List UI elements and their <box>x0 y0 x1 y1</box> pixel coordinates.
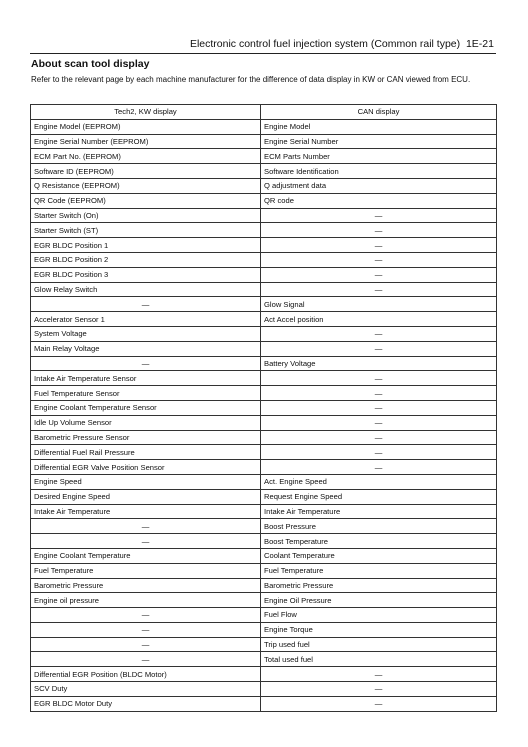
kw-display-cell: Barometric Pressure Sensor <box>31 430 261 445</box>
scan-tool-table <box>30 104 497 712</box>
table-row <box>31 504 497 519</box>
table-row <box>31 208 497 223</box>
table-row <box>31 534 497 549</box>
can-display-cell: Intake Air Temperature <box>261 504 497 519</box>
can-display-cell: Fuel Flow <box>261 608 497 623</box>
can-display-cell: — <box>261 430 497 445</box>
kw-display-cell: Idle Up Volume Sensor <box>31 415 261 430</box>
can-display-cell: — <box>261 682 497 697</box>
table-row <box>31 297 497 312</box>
kw-display-cell: Starter Switch (On) <box>31 208 261 223</box>
can-display-cell: Barometric Pressure <box>261 578 497 593</box>
table-header-row <box>31 105 497 120</box>
can-display-cell: — <box>261 415 497 430</box>
table-row <box>31 312 497 327</box>
can-display-cell: — <box>261 460 497 475</box>
can-display-cell: — <box>261 696 497 711</box>
table-row <box>31 326 497 341</box>
can-display-cell: — <box>261 371 497 386</box>
kw-display-cell: EGR BLDC Position 2 <box>31 252 261 267</box>
kw-display-cell: ECM Part No. (EEPROM) <box>31 149 261 164</box>
kw-display-cell: Differential Fuel Rail Pressure <box>31 445 261 460</box>
kw-display-cell: Differential EGR Valve Position Sensor <box>31 460 261 475</box>
kw-display-cell: SCV Duty <box>31 682 261 697</box>
kw-display-cell: Engine oil pressure <box>31 593 261 608</box>
kw-display-cell: Intake Air Temperature Sensor <box>31 371 261 386</box>
kw-display-cell: Engine Model (EEPROM) <box>31 119 261 134</box>
can-display-cell: — <box>261 208 497 223</box>
kw-display-cell: — <box>31 637 261 652</box>
kw-display-cell: — <box>31 622 261 637</box>
can-display-cell: Boost Pressure <box>261 519 497 534</box>
table-row <box>31 119 497 134</box>
can-display-cell: Trip used fuel <box>261 637 497 652</box>
table-row <box>31 682 497 697</box>
table-row <box>31 445 497 460</box>
kw-display-cell: Starter Switch (ST) <box>31 223 261 238</box>
can-display-cell: Software Identification <box>261 164 497 179</box>
table-row <box>31 252 497 267</box>
can-display-cell: — <box>261 326 497 341</box>
can-display-cell: Act. Engine Speed <box>261 474 497 489</box>
table-row <box>31 430 497 445</box>
table-row <box>31 223 497 238</box>
section-intro: Refer to the relevant page by each machine manufacturer for the difference of data display in KW or CAN viewed from ECU. <box>31 75 471 84</box>
table-row <box>31 134 497 149</box>
table-row <box>31 460 497 475</box>
kw-display-cell: Q Resistance (EEPROM) <box>31 178 261 193</box>
table-row <box>31 386 497 401</box>
section-title: About scan tool display <box>31 58 150 70</box>
can-display-cell: — <box>261 445 497 460</box>
table-row <box>31 282 497 297</box>
table-row <box>31 519 497 534</box>
kw-display-cell: — <box>31 608 261 623</box>
kw-display-cell: Engine Speed <box>31 474 261 489</box>
can-display-cell: — <box>261 252 497 267</box>
kw-display-cell: Barometric Pressure <box>31 578 261 593</box>
table-body <box>31 119 497 711</box>
table-row <box>31 563 497 578</box>
kw-display-cell: Engine Serial Number (EEPROM) <box>31 134 261 149</box>
table-row <box>31 341 497 356</box>
table-row <box>31 415 497 430</box>
can-display-cell: Engine Oil Pressure <box>261 593 497 608</box>
kw-display-cell: Engine Coolant Temperature <box>31 548 261 563</box>
kw-display-cell: EGR BLDC Position 3 <box>31 267 261 282</box>
table-row <box>31 696 497 711</box>
can-display-cell: Battery Voltage <box>261 356 497 371</box>
page-number: 1E-21 <box>465 38 494 50</box>
kw-display-cell: — <box>31 519 261 534</box>
can-display-cell: Act Accel position <box>261 312 497 327</box>
table-row <box>31 489 497 504</box>
table-row <box>31 371 497 386</box>
kw-display-cell: Glow Relay Switch <box>31 282 261 297</box>
column-header-kw: Tech2, KW display <box>31 105 261 120</box>
can-display-cell: — <box>261 223 497 238</box>
kw-display-cell: — <box>31 534 261 549</box>
table-row <box>31 149 497 164</box>
table-row <box>31 667 497 682</box>
can-display-cell: Q adjustment data <box>261 178 497 193</box>
can-display-cell: ECM Parts Number <box>261 149 497 164</box>
table-row <box>31 622 497 637</box>
table-row <box>31 178 497 193</box>
table-row <box>31 238 497 253</box>
can-display-cell: Boost Temperature <box>261 534 497 549</box>
table-row <box>31 652 497 667</box>
kw-display-cell: Fuel Temperature <box>31 563 261 578</box>
header-rule <box>30 53 496 54</box>
can-display-cell: QR code <box>261 193 497 208</box>
can-display-cell: — <box>261 667 497 682</box>
table-row <box>31 400 497 415</box>
can-display-cell: — <box>261 400 497 415</box>
kw-display-cell: — <box>31 652 261 667</box>
kw-display-cell: QR Code (EEPROM) <box>31 193 261 208</box>
column-header-can: CAN display <box>261 105 497 120</box>
kw-display-cell: Main Relay Voltage <box>31 341 261 356</box>
header-title: Electronic control fuel injection system (Common rail type) <box>189 38 461 50</box>
kw-display-cell: Desired Engine Speed <box>31 489 261 504</box>
table-row <box>31 637 497 652</box>
kw-display-cell: System Voltage <box>31 326 261 341</box>
can-display-cell: Engine Torque <box>261 622 497 637</box>
kw-display-cell: EGR BLDC Motor Duty <box>31 696 261 711</box>
can-display-cell: — <box>261 386 497 401</box>
kw-display-cell: Accelerator Sensor 1 <box>31 312 261 327</box>
table-row <box>31 193 497 208</box>
table-row <box>31 267 497 282</box>
table-row <box>31 474 497 489</box>
kw-display-cell: — <box>31 356 261 371</box>
can-display-cell: — <box>261 341 497 356</box>
can-display-cell: Coolant Temperature <box>261 548 497 563</box>
page-header <box>190 38 494 50</box>
kw-display-cell: Intake Air Temperature <box>31 504 261 519</box>
can-display-cell: Engine Model <box>261 119 497 134</box>
kw-display-cell: Software ID (EEPROM) <box>31 164 261 179</box>
table-row <box>31 356 497 371</box>
can-display-cell: — <box>261 282 497 297</box>
can-display-cell: Total used fuel <box>261 652 497 667</box>
table-row <box>31 164 497 179</box>
can-display-cell: Request Engine Speed <box>261 489 497 504</box>
table-row <box>31 548 497 563</box>
kw-display-cell: EGR BLDC Position 1 <box>31 238 261 253</box>
can-display-cell: Fuel Temperature <box>261 563 497 578</box>
can-display-cell: Engine Serial Number <box>261 134 497 149</box>
kw-display-cell: — <box>31 297 261 312</box>
kw-display-cell: Fuel Temperature Sensor <box>31 386 261 401</box>
table-row <box>31 578 497 593</box>
kw-display-cell: Engine Coolant Temperature Sensor <box>31 400 261 415</box>
table-row <box>31 593 497 608</box>
kw-display-cell: Differential EGR Position (BLDC Motor) <box>31 667 261 682</box>
can-display-cell: — <box>261 267 497 282</box>
can-display-cell: — <box>261 238 497 253</box>
can-display-cell: Glow Signal <box>261 297 497 312</box>
table-row <box>31 608 497 623</box>
